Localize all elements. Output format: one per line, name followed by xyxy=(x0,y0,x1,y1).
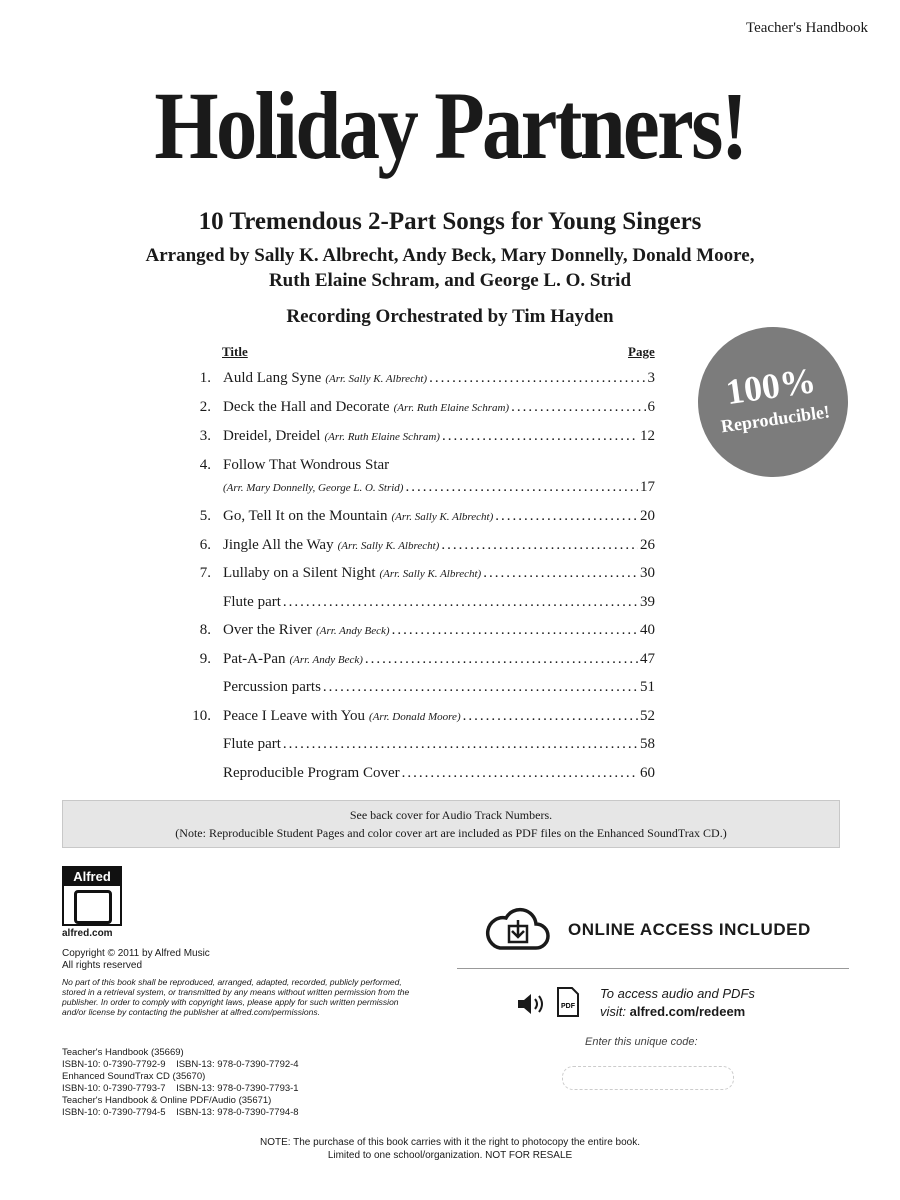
toc-row xyxy=(185,736,655,758)
toc-leader-dots xyxy=(283,594,638,611)
recording-credit: Recording Orchestrated by Tim Hayden xyxy=(286,306,614,327)
toc-row xyxy=(185,457,655,479)
bottom-note-line-2: Limited to one school/organization. NOT FOR RESALE xyxy=(327,1150,573,1161)
toc-page-number: 17 xyxy=(640,479,655,495)
toc-row xyxy=(185,370,655,392)
toc-row xyxy=(185,594,655,616)
toc-page-number: 12 xyxy=(640,428,655,444)
badge-label: Reproducible! xyxy=(719,401,832,437)
toc-song-title: Deck the Hall and Decorate xyxy=(223,399,390,415)
toc-row xyxy=(185,765,655,787)
toc-arranger: (Arr. Sally K. Albrecht) xyxy=(325,373,428,385)
toc-number: 1. xyxy=(199,370,211,386)
toc-arranger: (Arr. Sally K. Albrecht) xyxy=(337,540,440,552)
pdf-file-icon xyxy=(556,986,580,1018)
toc-song-title: Percussion parts xyxy=(223,679,321,695)
toc-song-title: Follow That Wondrous Star xyxy=(223,457,390,473)
cloud-download-icon xyxy=(482,904,552,954)
toc-song-title: Over the River xyxy=(223,622,313,638)
toc-song-title: Pat-A-Pan xyxy=(223,651,286,667)
toc-leader-dots xyxy=(365,651,638,668)
alfred-logo xyxy=(62,866,122,926)
toc-arranger: (Arr. Sally K. Albrecht) xyxy=(379,568,482,580)
toc-arranger: (Arr. Mary Donnelly, George L. O. Strid) xyxy=(223,482,404,494)
toc-page-number: 52 xyxy=(640,708,655,724)
toc-arranger: (Arr. Sally K. Albrecht) xyxy=(391,511,494,523)
toc-arranger: (Arr. Andy Beck) xyxy=(316,625,390,637)
divider xyxy=(457,968,849,969)
toc-leader-dots xyxy=(483,565,638,582)
toc-leader-dots xyxy=(323,679,638,696)
toc-leader-dots xyxy=(511,399,645,416)
toc-number: 2. xyxy=(199,399,211,415)
toc-number: 3. xyxy=(199,428,211,444)
audio-note-box xyxy=(62,800,840,848)
arrangers-line-1: Arranged by Sally K. Albrecht, Andy Beck, Mary Donnelly, Donald Moore, xyxy=(145,245,755,266)
toc-row xyxy=(185,428,655,450)
toc-leader-dots xyxy=(402,765,638,782)
toc-leader-dots xyxy=(463,708,638,725)
reproducible-badge xyxy=(688,317,857,486)
toc-leader-dots xyxy=(441,537,638,554)
unique-code-box xyxy=(562,1066,734,1090)
isbn-list: Teacher's Handbook (35669) ISBN-10: 0-7390-7792-9 ISBN-13: 978-0-7390-7792-4 Enhanced SoundTrax CD (35670) ISBN-10: 0-7390-7793-7 ISBN-13: 978-0-7390-7793-1 Teacher's Handbook & Online PDF/Audio (35671) ISBN-10: 0-7390-7794-5 ISBN-13: 978-0-7390-7794-8 xyxy=(62,1047,299,1118)
toc-page-number: 3 xyxy=(647,370,655,386)
toc-arranger: (Arr. Ruth Elaine Schram) xyxy=(324,431,440,443)
arrangers-line-2: Ruth Elaine Schram, and George L. O. Strid xyxy=(268,270,632,291)
toc-row xyxy=(185,622,655,644)
visit-line xyxy=(600,1004,745,1019)
header-label: Teacher's Handbook xyxy=(745,20,868,36)
toc-number: 7. xyxy=(199,565,211,581)
toc-leader-dots xyxy=(429,370,645,387)
toc-page-number: 40 xyxy=(640,622,655,638)
toc-number: 4. xyxy=(199,457,211,473)
toc-song-title: Lullaby on a Silent Night xyxy=(223,565,376,581)
toc-number: 9. xyxy=(199,651,211,667)
book-title: Holiday Partners! xyxy=(154,72,746,179)
toc-song-title: Reproducible Program Cover xyxy=(223,765,400,781)
toc-song-title: Dreidel, Dreidel xyxy=(223,428,321,444)
toc-leader-dots xyxy=(283,736,638,753)
publisher-url: alfred.com xyxy=(62,928,113,939)
toc-page-number: 51 xyxy=(640,679,655,695)
toc-song-title: Go, Tell It on the Mountain xyxy=(223,508,388,524)
toc-arranger: (Arr. Donald Moore) xyxy=(369,711,461,723)
toc-row xyxy=(185,537,655,559)
toc-page-number: 20 xyxy=(640,508,655,524)
toc-song-title: Flute part xyxy=(223,736,281,752)
toc-song-title: Peace I Leave with You xyxy=(223,708,366,724)
copyright-line-1: Copyright © 2011 by Alfred Music xyxy=(62,948,210,959)
bottom-note-line-1: NOTE: The purchase of this book carries with it the right to photocopy the entire book. xyxy=(259,1137,640,1148)
toc-row xyxy=(185,399,655,421)
toc-leader-dots xyxy=(392,622,638,639)
toc-arranger: (Arr. Ruth Elaine Schram) xyxy=(393,402,510,414)
bottom-note xyxy=(0,1136,900,1162)
pdf-label: PDF xyxy=(561,1003,575,1010)
toc-column-page: Page xyxy=(628,344,655,359)
toc-row xyxy=(185,651,655,673)
online-access-heading: ONLINE ACCESS INCLUDED xyxy=(568,920,811,939)
toc-page-number: 26 xyxy=(640,537,655,553)
toc-page-number: 30 xyxy=(640,565,655,581)
toc-row xyxy=(185,479,655,501)
toc-page-number: 60 xyxy=(640,765,655,781)
toc-row xyxy=(185,679,655,701)
redeem-url[interactable]: alfred.com/redeem xyxy=(629,1004,746,1019)
toc-number: 10. xyxy=(192,708,211,724)
toc-number: 6. xyxy=(199,537,211,553)
badge-percent: 100% xyxy=(723,360,819,413)
toc-row xyxy=(185,508,655,530)
toc-leader-dots xyxy=(405,479,638,496)
music-note-icon xyxy=(74,890,112,924)
legal-notice: No part of this book shall be reproduced, arranged, adapted, recorded, publicly performed, stored in a retrieval system, or transmitted by any means without written permission from the publisher. In order to comply with copyright laws, please apply for such written permission and/or license by contacting the publisher at alfred.com/permissions. xyxy=(62,977,410,1017)
toc-page-number: 58 xyxy=(640,736,655,752)
toc-number: 5. xyxy=(199,508,211,524)
toc-page-number: 39 xyxy=(640,594,655,610)
copyright xyxy=(62,948,210,972)
toc-arranger: (Arr. Andy Beck) xyxy=(289,654,363,666)
toc-page-number: 6 xyxy=(647,399,655,415)
note-line-2: (Note: Reproducible Student Pages and color cover art are included as PDF files on the Enhanced SoundTrax CD.) xyxy=(175,826,727,840)
toc-leader-dots xyxy=(495,508,638,525)
visit-label: visit: xyxy=(600,1004,626,1019)
note-line-1: See back cover for Audio Track Numbers. xyxy=(349,808,553,822)
toc-song-title: Jingle All the Way xyxy=(223,537,334,553)
copyright-line-2: All rights reserved xyxy=(62,960,143,971)
toc-song-title: Auld Lang Syne xyxy=(223,370,322,386)
toc-row xyxy=(185,565,655,587)
speaker-icon xyxy=(516,992,546,1016)
unique-code-label: Enter this unique code: xyxy=(585,1036,698,1048)
subtitle: 10 Tremendous 2-Part Songs for Young Singers xyxy=(198,208,702,235)
access-text: To access audio and PDFs xyxy=(600,986,755,1001)
toc-song-title: Flute part xyxy=(223,594,281,610)
toc-column-title: Title xyxy=(222,344,248,359)
toc-row xyxy=(185,708,655,730)
toc-leader-dots xyxy=(442,428,638,445)
logo-text: Alfred xyxy=(64,868,120,886)
toc-page-number: 47 xyxy=(640,651,655,667)
toc-number: 8. xyxy=(199,622,211,638)
